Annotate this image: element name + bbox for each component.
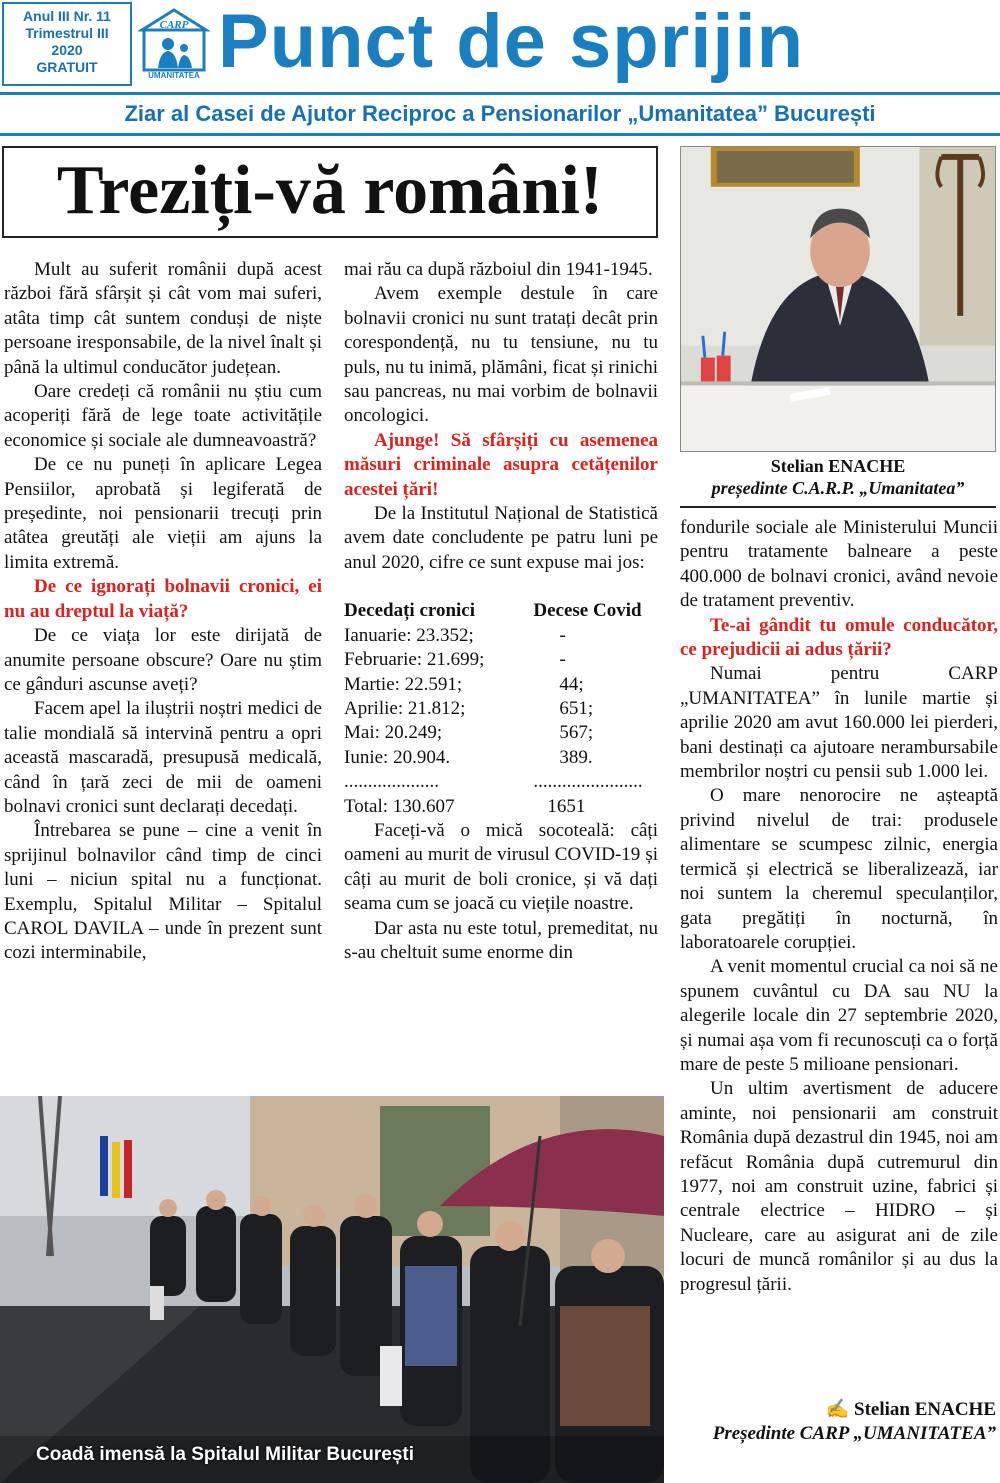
article-headline: Treziți-vă români! xyxy=(2,146,658,238)
hospital-queue-photo xyxy=(0,1096,664,1483)
table-cell: ....................... xyxy=(533,771,643,793)
article-column-2 xyxy=(344,258,658,965)
divider xyxy=(680,506,996,508)
table-cell: 1651 xyxy=(547,795,586,817)
highlight-statement: Ajunge! Să sfârșiți cu asemenea măsuri criminale asupra cetățenilor acestei țări! xyxy=(344,429,658,500)
table-cell: Iunie: 20.904. xyxy=(344,746,451,768)
table-cell: Ianuarie: 23.352; xyxy=(344,624,474,646)
table-cell: Mai: 20.249; xyxy=(344,722,443,744)
paragraph: A venit momentul crucial ca noi să ne spunem cuvântul cu DA sau NU la alegerile locale din 27 septembrie 2020, și numai așa vom fi recunoscuți ca o forță mare de peste 5 milioane pensionari. xyxy=(680,956,998,1075)
table-row xyxy=(344,648,658,672)
paragraph: Oare credeți că românii nu știu cum acoperiți fără de lege toate activitățile economice și sociale ale dumneavoastră? xyxy=(4,381,322,451)
paragraph: Un ultim avertisment de aducere aminte, noi pensionarii am construit România după dezastrul din 1945, noi am refăcut România după cutremurul din 1977, noi am construit uzine, fabrici și centrale electrice – HIDRO – și Nucleare, care au asigurat ani de zile locuri de muncă românilor și au dus la progresul țării. xyxy=(680,1078,998,1295)
table-header-row xyxy=(344,599,658,623)
article-column-3 xyxy=(680,516,998,1297)
table-header: Decese Covid xyxy=(533,600,642,622)
paragraph: Facem apel la iluștrii noștri medici de talie mondială să intervină pentru a opri această mascaradă, presupusă medicală, când în țară zeci de mii de oameni bolnavi cronici sunt declarați decedați. xyxy=(4,698,322,817)
issue-quarter: Trimestrul III xyxy=(25,25,109,41)
article-column-1 xyxy=(4,258,322,966)
paragraph: Avem exemple destule în care bolnavii cronici nu sunt tratați decât prin corespondență, nu tu tensiune, nu tu puls, nu tu inimă, plămâni, ficat și rinichi sau pancreas, nu mai vorbim de bolnavii oncologici. xyxy=(344,283,658,427)
highlight-question: Te-ai gândit tu omule conducător, ce prejudicii ai adus țării? xyxy=(680,614,998,661)
photo-caption: Coadă imensă la Spitalul Militar București xyxy=(36,1444,414,1465)
table-row xyxy=(344,746,658,770)
signature-role: Președinte CARP „UMANITATEA” xyxy=(712,1423,996,1444)
table-header: Decedați cronici xyxy=(344,600,476,622)
table-cell: 389. xyxy=(559,746,593,768)
carp-logo-icon xyxy=(138,6,210,80)
paragraph: De la Institutul Național de Statistică avem date concludente pe patru luni pe anul 2020, cifre ce sunt expuse mai jos: xyxy=(344,503,658,573)
portrait-name: Stelian ENACHE xyxy=(770,456,906,476)
logo-bottom-text: UMANITATEA xyxy=(148,71,200,80)
portrait-role: președinte C.A.R.P. „Umanitatea” xyxy=(711,478,965,498)
table-separator-row xyxy=(344,770,658,794)
table-row xyxy=(344,697,658,721)
logo-top-text: CARP xyxy=(159,19,189,31)
table-cell: Total: 130.607 xyxy=(344,795,455,817)
table-row xyxy=(344,721,658,745)
issue-price: GRATUIT xyxy=(36,59,98,75)
table-total-row xyxy=(344,795,658,819)
issue-year: 2020 xyxy=(51,42,83,58)
paragraph: fondurile sociale ale Ministerului Muncii pentru tratamente balneare a peste 400.000 de bolnavi cronici, având nevoie de tratament preventiv. xyxy=(680,517,998,612)
paragraph: Dar asta nu este totul, premeditat, nu s-au cheltuit sume enorme din xyxy=(344,917,658,963)
table-cell: Martie: 22.591; xyxy=(344,673,463,695)
table-cell: - xyxy=(559,624,566,646)
table-cell: Februarie: 21.699; xyxy=(344,649,485,671)
table-row xyxy=(344,624,658,648)
issue-number: Anul III Nr. 11 xyxy=(23,8,111,24)
paragraph: Mult au suferit românii după acest război fără sfârșit și cât vom mai suferi, atâta timp cât suntem conduși de niște persoane iresponsabile, de la nivel înalt și până la ultimul conducător județean. xyxy=(4,259,322,378)
portrait-caption xyxy=(680,455,996,499)
newspaper-subtitle: Ziar al Casei de Ajutor Reciproc a Pensionarilor „Umanitatea” București xyxy=(0,92,1000,136)
table-cell: Aprilie: 21.812; xyxy=(344,697,466,719)
issue-info-box xyxy=(2,2,132,86)
table-cell: 44; xyxy=(559,673,584,695)
paragraph: mai rău ca după războiul din 1941-1945. xyxy=(344,259,653,280)
signature-block xyxy=(680,1398,996,1446)
portrait-photo xyxy=(680,146,996,452)
signature-name: Stelian ENACHE xyxy=(854,1399,996,1420)
paragraph: Întrebarea se pune – cine a venit în sprijinul bolnavilor când timp de cinci luni – niciun spital nu a funcționat. Exemplu, Spitalul Militar – Spitalul CAROL DAVILA – unde în prezent sunt cozi interminabile, xyxy=(4,820,322,964)
paragraph: De ce viața lor este dirijată de anumite persoane obscure? Oare nu știm ce gânduri ascunse aveți? xyxy=(4,625,322,695)
paragraph: De ce nu puneți în aplicare Legea Pensiilor, aprobată și legiferată de președinte, noi pensionarii trecuți prin atâtea greutăți ale vieții am ajuns la limita extremă. xyxy=(4,454,322,573)
deaths-stats-table xyxy=(344,599,658,819)
pen-icon: ✍ xyxy=(825,1399,854,1420)
table-cell: - xyxy=(559,649,566,671)
table-cell: 651; xyxy=(559,697,594,719)
highlight-question: De ce ignorați bolnavii cronici, ei nu au dreptul la viață? xyxy=(4,576,322,622)
paragraph: O mare nenorocire ne așteaptă privind nivelul de trai: produsele alimentare se scumpesc zilnic, energia termică și electrică se liberalizează, iar noi suntem la cheremul speculanților, gata pregătiți în nocturnă, în laboratoarele corupției. xyxy=(680,785,998,953)
table-cell: 567; xyxy=(559,722,594,744)
masthead-title: Punct de sprijin xyxy=(218,0,805,84)
paragraph: Faceți-vă o mică socoteală: câți oameni au murit de virusul COVID-19 și câți au murit de boli cronice, și vă dați seama cum se joacă cu viețile noastre. xyxy=(344,819,658,915)
table-row xyxy=(344,673,658,697)
paragraph: Numai pentru CARP „UMANITATEA” în lunile martie și aprilie 2020 am avut 160.000 lei pierderi, bani destinați ca ajutoare nerambursabile membrilor noștri cu pensii sub 1.000 lei. xyxy=(680,663,998,783)
table-cell: .................... xyxy=(344,771,439,793)
